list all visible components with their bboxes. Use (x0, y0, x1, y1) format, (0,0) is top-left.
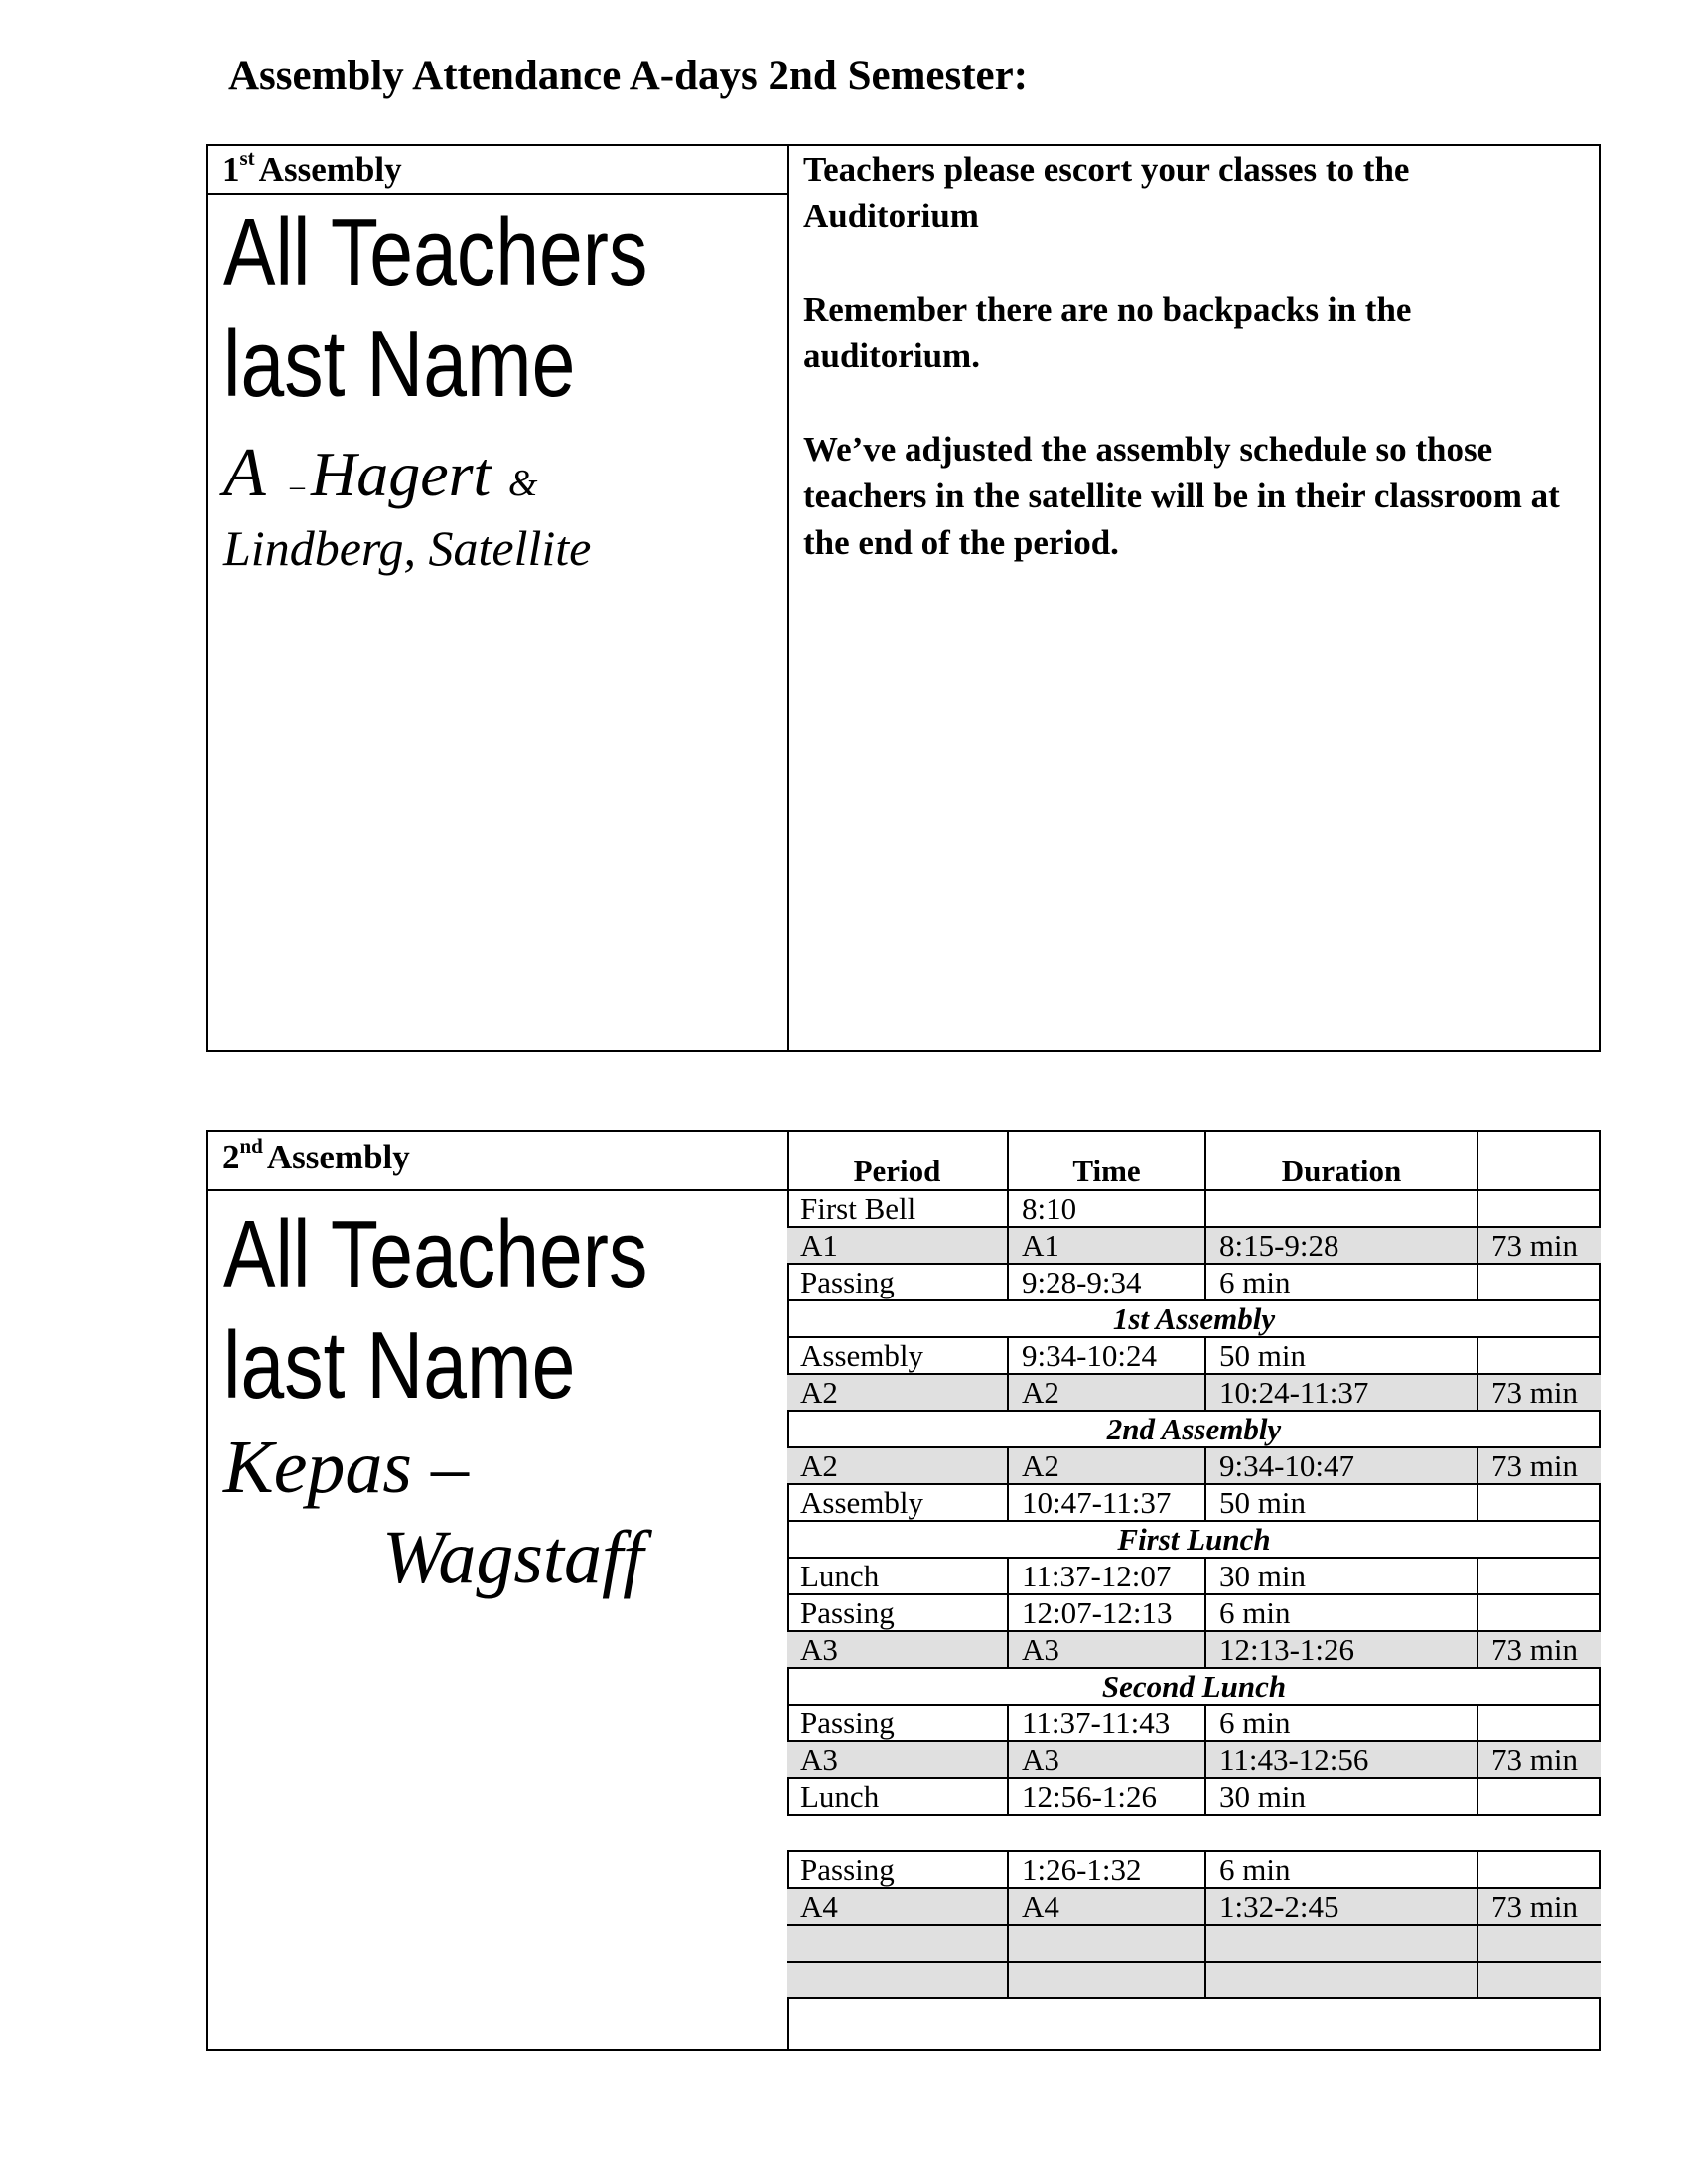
table-cell (1008, 1962, 1205, 1998)
table-cell: 12:56-1:26 (1008, 1778, 1205, 1815)
table-cell (1008, 1925, 1205, 1962)
table-cell: 73 min (1477, 1374, 1601, 1411)
table-cell: 73 min (1477, 1631, 1601, 1668)
table-cell: A1 (787, 1227, 1008, 1264)
instruction-satellite: We’ve adjusted the assembly schedule so those teachers in the satellite will be in their classroom at the end of the period. (803, 430, 1560, 562)
table-cell (1477, 1594, 1601, 1631)
range-start-letter: A (223, 435, 265, 511)
table-cell: 10:47-11:37 (1008, 1484, 1205, 1521)
range-name: Hagert (311, 439, 492, 509)
table-cell: Passing (787, 1264, 1008, 1300)
section-label: 2nd Assembly (787, 1411, 1601, 1447)
section-label: 1st Assembly (787, 1300, 1601, 1337)
table-cell: Passing (787, 1594, 1008, 1631)
second-assembly-box (206, 1130, 1601, 2051)
table-row (787, 1888, 1601, 1925)
table-cell: A4 (787, 1888, 1008, 1925)
label-underline (208, 193, 787, 195)
table-row (787, 1741, 1601, 1778)
table-cell: 10:24-11:37 (1205, 1374, 1477, 1411)
table-cell: A3 (787, 1741, 1008, 1778)
table-cell: 8:15-9:28 (1205, 1227, 1477, 1264)
table-cell: 73 min (1477, 1888, 1601, 1925)
table-cell: 50 min (1205, 1484, 1477, 1521)
label-underline (208, 1189, 787, 1191)
table-cell: 6 min (1205, 1705, 1477, 1741)
table-cell (1477, 1705, 1601, 1741)
table-cell: 6 min (1205, 1264, 1477, 1300)
table-row (787, 1705, 1601, 1741)
table-row (787, 1558, 1601, 1594)
ordinal-suffix: st (239, 146, 255, 170)
table-row (787, 1227, 1601, 1264)
table-row (787, 1594, 1601, 1631)
table-cell (1477, 1264, 1601, 1300)
table-row (787, 1925, 1601, 1962)
table-cell (1477, 1337, 1601, 1374)
table-cell (1477, 1190, 1601, 1227)
table-cell: 30 min (1205, 1778, 1477, 1815)
table-cell: Passing (787, 1851, 1008, 1888)
table-cell: 9:34-10:47 (1205, 1447, 1477, 1484)
blank-cell (787, 1815, 1601, 1851)
section-label: Second Lunch (787, 1668, 1601, 1705)
column-header (1477, 1132, 1601, 1190)
table-cell: A1 (1008, 1227, 1205, 1264)
column-divider (787, 146, 789, 1050)
table-cell: A2 (1008, 1374, 1205, 1411)
instruction-backpacks: Remember there are no backpacks in the auditorium. (803, 290, 1412, 375)
page-title: Assembly Attendance A-days 2nd Semester: (228, 53, 1029, 99)
table-cell: 50 min (1205, 1337, 1477, 1374)
table-row (787, 1264, 1601, 1300)
table-cell: 12:07-12:13 (1008, 1594, 1205, 1631)
table-cell: Assembly (787, 1337, 1008, 1374)
teachers-line-1: All Teachers (223, 1201, 648, 1307)
table-cell (787, 1925, 1008, 1962)
table-cell: 8:10 (1008, 1190, 1205, 1227)
table-cell: 9:28-9:34 (1008, 1264, 1205, 1300)
table-cell: 6 min (1205, 1594, 1477, 1631)
name-range-line-1 (223, 434, 537, 526)
table-cell: A4 (1008, 1888, 1205, 1925)
assembly-word: Assembly (258, 150, 402, 189)
table-cell: A3 (787, 1631, 1008, 1668)
teachers-line-2: last Name (223, 1312, 576, 1419)
table-cell: 73 min (1477, 1227, 1601, 1264)
table-cell: 30 min (1205, 1558, 1477, 1594)
table-cell: 11:37-11:43 (1008, 1705, 1205, 1741)
table-row (787, 1778, 1601, 1815)
table-cell: 6 min (1205, 1851, 1477, 1888)
table-header-row (787, 1132, 1601, 1190)
instruction-escort: Teachers please escort your classes to the Auditorium (803, 150, 1410, 235)
table-cell: First Bell (787, 1190, 1008, 1227)
table-row (787, 1484, 1601, 1521)
instructions (803, 146, 1588, 613)
range-ampersand: & (507, 463, 538, 504)
table-row (787, 1962, 1601, 1998)
table-cell: Assembly (787, 1484, 1008, 1521)
column-header: Time (1008, 1132, 1205, 1190)
table-cell: 73 min (1477, 1447, 1601, 1484)
blank-row (787, 1815, 1601, 1851)
table-cell (1205, 1190, 1477, 1227)
table-row (787, 1447, 1601, 1484)
table-cell (1205, 1962, 1477, 1998)
section-row (787, 1300, 1601, 1337)
name-range-line-2: Lindberg, Satellite (223, 520, 592, 576)
table-cell: 1:26-1:32 (1008, 1851, 1205, 1888)
ordinal-number: 2 (222, 1138, 240, 1176)
table-cell (1477, 1962, 1601, 1998)
first-assembly-box (206, 144, 1601, 1052)
schedule-table (787, 1132, 1601, 1999)
table-cell: 12:13-1:26 (1205, 1631, 1477, 1668)
ordinal-suffix: nd (239, 1134, 263, 1158)
teachers-line-2: last Name (223, 311, 576, 417)
table-cell: 9:34-10:24 (1008, 1337, 1205, 1374)
table-cell: A3 (1008, 1631, 1205, 1668)
table-cell (1477, 1925, 1601, 1962)
name-range-line-1: Kepas – (223, 1426, 469, 1509)
first-assembly-label (222, 146, 402, 190)
table-cell (1477, 1778, 1601, 1815)
teachers-line-1: All Teachers (223, 200, 648, 306)
assembly-word: Assembly (266, 1138, 410, 1176)
section-label: First Lunch (787, 1521, 1601, 1558)
section-row (787, 1411, 1601, 1447)
name-range-line-2: Wagstaff (382, 1516, 644, 1599)
table-row (787, 1190, 1601, 1227)
table-cell: 11:37-12:07 (1008, 1558, 1205, 1594)
table-cell: 1:32-2:45 (1205, 1888, 1477, 1925)
table-cell: 73 min (1477, 1741, 1601, 1778)
table-cell (1477, 1484, 1601, 1521)
table-cell: 11:43-12:56 (1205, 1741, 1477, 1778)
table-cell: Lunch (787, 1558, 1008, 1594)
table-cell: A2 (1008, 1447, 1205, 1484)
table-cell: A2 (787, 1374, 1008, 1411)
table-cell: Lunch (787, 1778, 1008, 1815)
table-row (787, 1374, 1601, 1411)
section-row (787, 1521, 1601, 1558)
ordinal-number: 1 (222, 150, 240, 189)
table-row (787, 1851, 1601, 1888)
table-row (787, 1631, 1601, 1668)
table-cell (1477, 1558, 1601, 1594)
range-dash: – (290, 470, 305, 502)
table-cell (787, 1962, 1008, 1998)
table-cell: A3 (1008, 1741, 1205, 1778)
column-header: Period (787, 1132, 1008, 1190)
column-header: Duration (1205, 1132, 1477, 1190)
table-cell: Passing (787, 1705, 1008, 1741)
table-cell: A2 (787, 1447, 1008, 1484)
table-row (787, 1337, 1601, 1374)
table-cell (1477, 1851, 1601, 1888)
table-cell (1205, 1925, 1477, 1962)
second-assembly-label (222, 1134, 410, 1177)
section-row (787, 1668, 1601, 1705)
